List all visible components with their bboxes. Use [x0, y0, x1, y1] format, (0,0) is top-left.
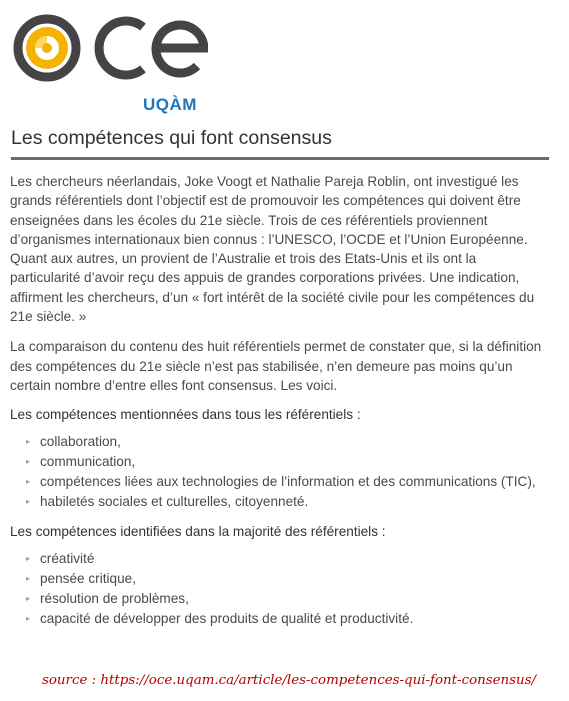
- page-title: Les compétences qui font consensus: [11, 127, 549, 160]
- uqam-wordmark: UQÀM: [143, 95, 197, 114]
- list-item: ▸ habiletés sociales et culturelles, citoyenneté.: [10, 492, 550, 512]
- comparison-paragraph: La comparaison du contenu des huit référentiels permet de constater que, si la définition des compétences du 21e siècle n’est pas stabilisée, n’en demeure pas moins qu’un certain nombre d’entre elles font consensus. Les voici.: [10, 339, 542, 393]
- section-heading-majority: Les compétences identifiées dans la majorité des référentiels :: [10, 524, 386, 540]
- list-item: ▸ compétences liées aux technologies de l’information et des communications (TIC),: [10, 472, 550, 492]
- list-item: ▸ collaboration,: [10, 432, 550, 452]
- bullet-icon: ▸: [26, 457, 31, 467]
- oce-logo-mark-icon: [8, 6, 208, 92]
- list-item: ▸ pensée critique,: [10, 569, 550, 589]
- list-item: ▸ résolution de problèmes,: [10, 589, 550, 609]
- list-item: ▸ communication,: [10, 452, 550, 472]
- oce-uqam-logo: [8, 6, 208, 114]
- bullet-icon: ▸: [26, 574, 31, 584]
- bullet-icon: ▸: [26, 614, 31, 624]
- bullet-icon: ▸: [26, 554, 31, 564]
- competence-list-majority: [10, 549, 550, 629]
- list-item: ▸ créativité: [10, 549, 550, 569]
- intro-paragraph: Les chercheurs néerlandais, Joke Voogt et Nathalie Pareja Roblin, ont investigué les grands référentiels dont l’objectif est de promouvoir les compétences qui doivent être enseignées dans les écoles du 21e siècle. Trois de ces référentiels proviennent d’organismes internationaux bien connus : l’UNESCO, l’OCDE et l’Union Européenne. Quant aux autres, un provient de l’Australie et trois des Etats-Unis et ils ont la particularité d’avoir reçu des appuis de grandes corporations privées. Une indication, affirment les chercheurs, d’un « fort intérêt de la société civile pour les compétences du 21e siècle. »: [10, 174, 535, 325]
- bullet-icon: ▸: [26, 497, 31, 507]
- section-heading-all: Les compétences mentionnées dans tous les référentiels :: [10, 407, 361, 423]
- source-link[interactable]: source : https://oce.uqam.ca/article/les-competences-qui-font-consensus/: [42, 673, 537, 688]
- bullet-icon: ▸: [26, 477, 31, 487]
- competence-list-all: [10, 432, 550, 512]
- article-body: [10, 172, 550, 641]
- bullet-icon: ▸: [26, 437, 31, 447]
- list-item: ▸ capacité de développer des produits de qualité et productivité.: [10, 609, 550, 629]
- bullet-icon: ▸: [26, 594, 31, 604]
